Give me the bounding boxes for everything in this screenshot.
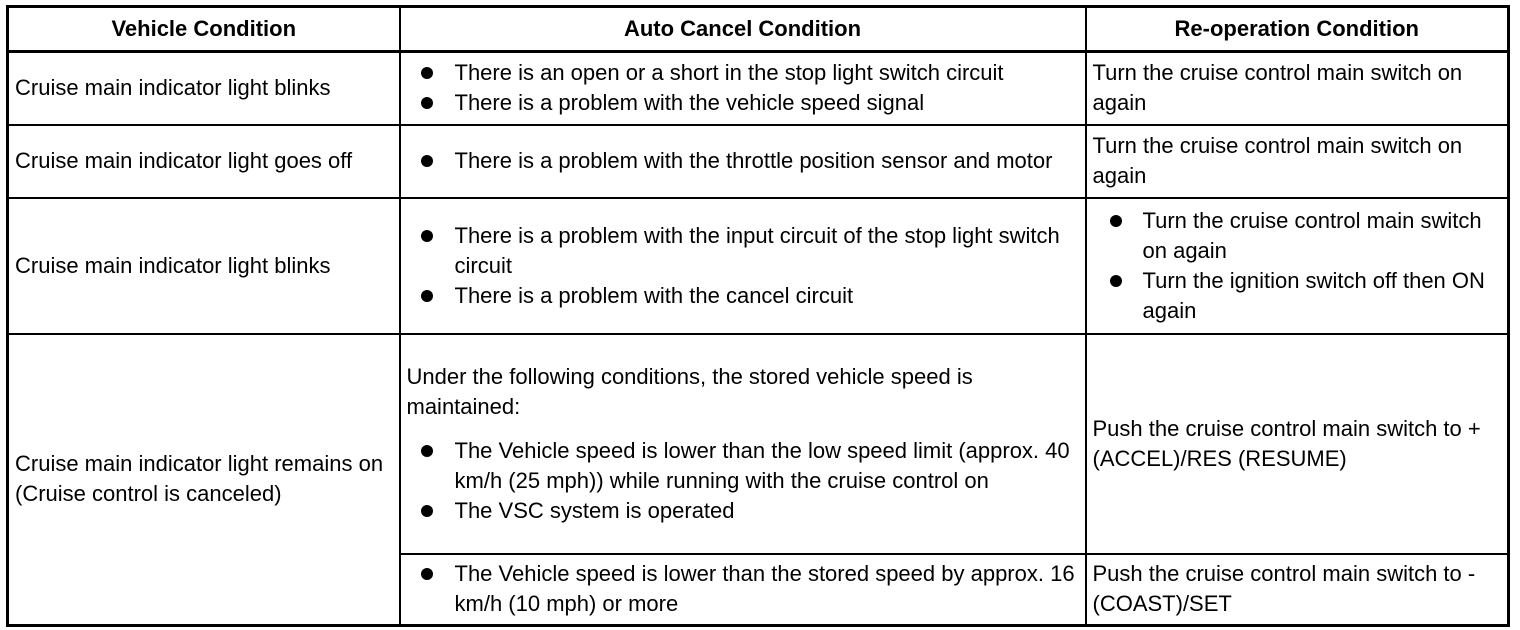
header-auto-cancel-condition: Auto Cancel Condition — [400, 7, 1086, 52]
list-item: The VSC system is operated — [407, 496, 1079, 526]
auto-cancel-cell — [400, 198, 1086, 334]
reoperation-cell: Turn the cruise control main switch on again — [1086, 52, 1509, 125]
list-item: The Vehicle speed is lower than the stored speed by approx. 16 km/h (10 mph) or more — [407, 559, 1079, 619]
auto-cancel-list — [407, 559, 1079, 619]
vehicle-condition-cell: Cruise main indicator light goes off — [8, 125, 400, 198]
list-item: There is an open or a short in the stop light switch circuit — [407, 58, 1079, 88]
vehicle-condition-cell: Cruise main indicator light blinks — [8, 198, 400, 334]
auto-cancel-list — [407, 221, 1079, 311]
reoperation-cell: Turn the cruise control main switch on again — [1086, 125, 1509, 198]
table-row — [8, 198, 1509, 334]
reoperation-cell: Push the cruise control main switch to - (COAST)/SET — [1086, 554, 1509, 626]
table-row — [8, 52, 1509, 125]
auto-cancel-list — [407, 58, 1079, 118]
list-item: There is a problem with the input circuit of the stop light switch circuit — [407, 221, 1079, 281]
auto-cancel-cell — [400, 52, 1086, 125]
list-item: There is a problem with the cancel circuit — [407, 281, 1079, 311]
vehicle-condition-cell: Cruise main indicator light remains on (Cruise control is canceled) — [8, 334, 400, 626]
list-item: There is a problem with the vehicle speed signal — [407, 88, 1079, 118]
reoperation-list — [1093, 206, 1502, 326]
auto-cancel-list — [407, 146, 1079, 176]
list-item: There is a problem with the throttle position sensor and motor — [407, 146, 1079, 176]
list-item: Turn the ignition switch off then ON again — [1093, 266, 1502, 326]
list-item: The Vehicle speed is lower than the low speed limit (approx. 40 km/h (25 mph)) while running with the cruise control on — [407, 436, 1079, 496]
header-vehicle-condition: Vehicle Condition — [8, 7, 400, 52]
auto-cancel-list — [407, 436, 1079, 526]
table-row — [8, 125, 1509, 198]
auto-cancel-cell — [400, 125, 1086, 198]
auto-cancel-cell — [400, 554, 1086, 626]
auto-cancel-cell — [400, 334, 1086, 554]
reoperation-cell — [1086, 198, 1509, 334]
table-row — [8, 334, 1509, 554]
list-item: Turn the cruise control main switch on again — [1093, 206, 1502, 266]
reoperation-cell: Push the cruise control main switch to + (ACCEL)/RES (RESUME) — [1086, 334, 1509, 554]
auto-cancel-intro: Under the following conditions, the stored vehicle speed is maintained: — [406, 363, 973, 419]
header-reoperation-condition: Re-operation Condition — [1086, 7, 1509, 52]
cruise-control-table — [6, 5, 1510, 627]
header-row — [8, 7, 1509, 52]
vehicle-condition-cell: Cruise main indicator light blinks — [8, 52, 400, 125]
